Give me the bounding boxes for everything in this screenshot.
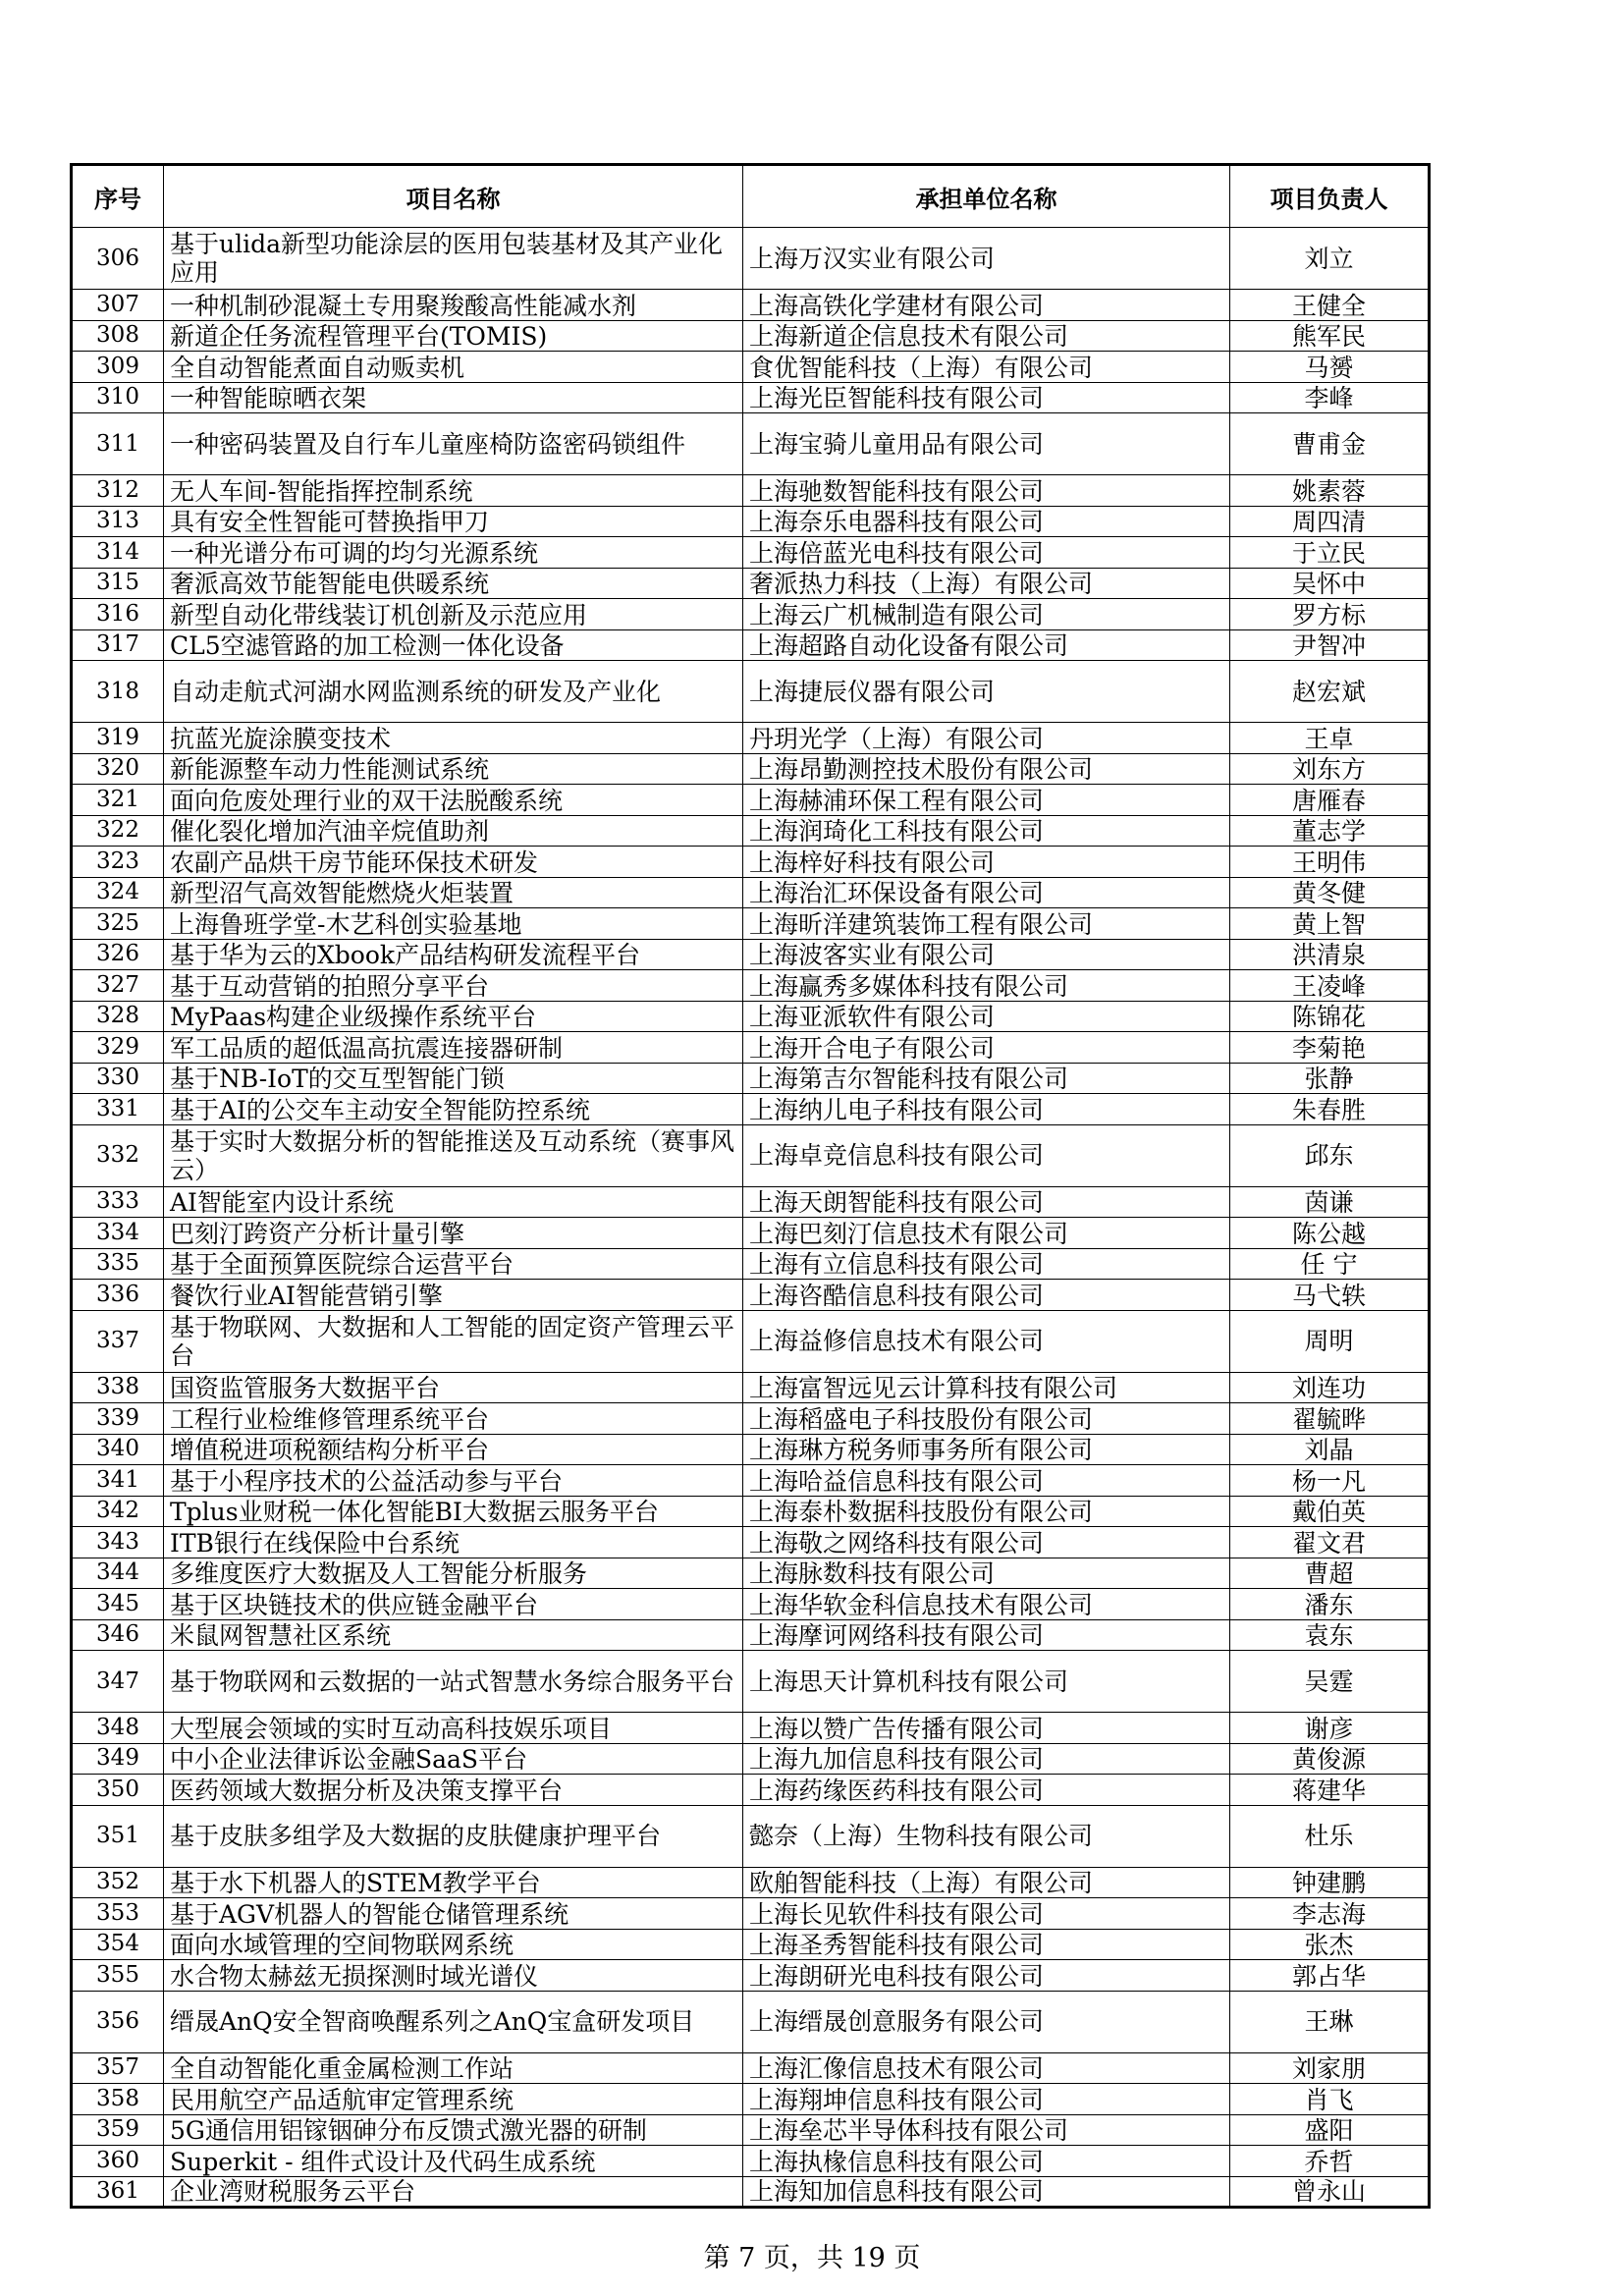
table-row: [72, 1619, 1430, 1651]
row-organization-cell: 上海纳儿电子科技有限公司: [743, 1094, 1230, 1125]
table-row: [72, 1558, 1430, 1589]
row-project-lead-cell: 刘连功: [1230, 1372, 1430, 1403]
row-project-lead-cell: 潘东: [1230, 1589, 1430, 1620]
row-seq-cell: 328: [72, 1001, 164, 1032]
row-project-lead-cell: 李菊艳: [1230, 1032, 1430, 1064]
row-project-name-cell: 一种密码装置及自行车儿童座椅防盗密码锁组件: [164, 413, 743, 475]
table-row: [72, 908, 1430, 940]
table-row: [72, 1713, 1430, 1744]
row-seq-cell: 323: [72, 847, 164, 878]
row-organization-cell: 上海梓好科技有限公司: [743, 847, 1230, 878]
row-project-lead-cell: 洪清泉: [1230, 939, 1430, 970]
row-seq-cell: 339: [72, 1403, 164, 1435]
row-project-name-cell: 多维度医疗大数据及人工智能分析服务: [164, 1558, 743, 1589]
header-project-name: 项目名称: [164, 165, 743, 228]
row-project-lead-cell: 吴怀中: [1230, 568, 1430, 599]
row-organization-cell: 食优智能科技（上海）有限公司: [743, 352, 1230, 383]
row-project-name-cell: CL5空滤管路的加工检测一体化设备: [164, 629, 743, 661]
table-row: [72, 506, 1430, 537]
row-organization-cell: 上海万汉实业有限公司: [743, 228, 1230, 290]
row-project-lead-cell: 尹智冲: [1230, 629, 1430, 661]
row-project-name-cell: 新型沼气高效智能燃烧火炬装置: [164, 877, 743, 908]
row-project-name-cell: 基于区块链技术的供应链金融平台: [164, 1589, 743, 1620]
table-row: [72, 2114, 1430, 2146]
table-row: [72, 661, 1430, 723]
row-project-name-cell: 新型自动化带线装订机创新及示范应用: [164, 599, 743, 630]
row-project-lead-cell: 唐雁春: [1230, 785, 1430, 816]
table-row: [72, 1496, 1430, 1527]
row-project-name-cell: 基于互动营销的拍照分享平台: [164, 970, 743, 1002]
row-project-name-cell: 催化裂化增加汽油辛烷值助剂: [164, 815, 743, 847]
row-organization-cell: 上海天朗智能科技有限公司: [743, 1186, 1230, 1218]
row-seq-cell: 343: [72, 1527, 164, 1558]
row-project-name-cell: 民用航空产品适航审定管理系统: [164, 2084, 743, 2115]
row-project-name-cell: 自动走航式河湖水网监测系统的研发及产业化: [164, 661, 743, 723]
table-row: [72, 877, 1430, 908]
row-organization-cell: 上海新道企信息技术有限公司: [743, 320, 1230, 352]
row-seq-cell: 342: [72, 1496, 164, 1527]
row-project-lead-cell: 马赟: [1230, 352, 1430, 383]
table-row: [72, 785, 1430, 816]
row-project-name-cell: 增值税进项税额结构分析平台: [164, 1434, 743, 1465]
row-project-name-cell: 面向危废处理行业的双干法脱酸系统: [164, 785, 743, 816]
row-project-name-cell: 具有安全性智能可替换指甲刀: [164, 506, 743, 537]
row-project-lead-cell: 李峰: [1230, 382, 1430, 413]
table-row: [72, 352, 1430, 383]
row-organization-cell: 上海昂勤测控技术股份有限公司: [743, 753, 1230, 785]
table-row: [72, 1805, 1430, 1867]
row-project-lead-cell: 马弋轶: [1230, 1280, 1430, 1311]
table-row: [72, 568, 1430, 599]
row-seq-cell: 349: [72, 1743, 164, 1775]
row-project-lead-cell: 曹甫金: [1230, 413, 1430, 475]
row-seq-cell: 353: [72, 1898, 164, 1930]
row-organization-cell: 上海昕洋建筑装饰工程有限公司: [743, 908, 1230, 940]
row-seq-cell: 346: [72, 1619, 164, 1651]
row-project-lead-cell: 王琳: [1230, 1991, 1430, 2052]
row-project-lead-cell: 郭占华: [1230, 1960, 1430, 1992]
row-organization-cell: 上海脉数科技有限公司: [743, 1558, 1230, 1589]
table-row: [72, 1248, 1430, 1280]
row-seq-cell: 350: [72, 1775, 164, 1806]
page-footer: 第 7 页，共 19 页: [703, 2243, 921, 2273]
row-seq-cell: 307: [72, 290, 164, 321]
table-row: [72, 1867, 1430, 1898]
row-project-name-cell: 基于全面预算医院综合运营平台: [164, 1248, 743, 1280]
row-seq-cell: 356: [72, 1991, 164, 2052]
row-seq-cell: 330: [72, 1063, 164, 1094]
table-row: [72, 537, 1430, 569]
row-project-name-cell: 国资监管服务大数据平台: [164, 1372, 743, 1403]
row-seq-cell: 322: [72, 815, 164, 847]
row-organization-cell: 上海宝骑儿童用品有限公司: [743, 413, 1230, 475]
row-organization-cell: 上海开合电子有限公司: [743, 1032, 1230, 1064]
row-organization-cell: 上海光臣智能科技有限公司: [743, 382, 1230, 413]
table-row: [72, 1960, 1430, 1992]
row-seq-cell: 352: [72, 1867, 164, 1898]
row-project-lead-cell: 戴伯英: [1230, 1496, 1430, 1527]
row-project-lead-cell: 黄冬健: [1230, 877, 1430, 908]
row-project-name-cell: 一种智能晾晒衣架: [164, 382, 743, 413]
row-seq-cell: 355: [72, 1960, 164, 1992]
row-project-lead-cell: 蒋建华: [1230, 1775, 1430, 1806]
row-organization-cell: 上海第吉尔智能科技有限公司: [743, 1063, 1230, 1094]
row-organization-cell: 上海亚派软件有限公司: [743, 1001, 1230, 1032]
row-project-lead-cell: 谢彦: [1230, 1713, 1430, 1744]
row-project-name-cell: 基于小程序技术的公益活动参与平台: [164, 1465, 743, 1497]
row-project-name-cell: 基于华为云的Xbook产品结构研发流程平台: [164, 939, 743, 970]
row-seq-cell: 318: [72, 661, 164, 723]
row-seq-cell: 347: [72, 1651, 164, 1713]
row-project-lead-cell: 赵宏斌: [1230, 661, 1430, 723]
row-organization-cell: 上海润琦化工科技有限公司: [743, 815, 1230, 847]
table-row: [72, 723, 1430, 754]
row-project-lead-cell: 刘晶: [1230, 1434, 1430, 1465]
row-organization-cell: 奢派热力科技（上海）有限公司: [743, 568, 1230, 599]
row-organization-cell: 上海捷辰仪器有限公司: [743, 661, 1230, 723]
table-row: [72, 1434, 1430, 1465]
table-row: [72, 1280, 1430, 1311]
row-project-name-cell: 缙晟AnQ安全智商唤醒系列之AnQ宝盒研发项目: [164, 1991, 743, 2052]
row-seq-cell: 334: [72, 1218, 164, 1249]
row-project-name-cell: 基于AGV机器人的智能仓储管理系统: [164, 1898, 743, 1930]
row-project-lead-cell: 陈公越: [1230, 1218, 1430, 1249]
row-project-lead-cell: 邱东: [1230, 1124, 1430, 1186]
row-organization-cell: 上海赢秀多媒体科技有限公司: [743, 970, 1230, 1002]
row-seq-cell: 316: [72, 599, 164, 630]
row-project-lead-cell: 刘立: [1230, 228, 1430, 290]
table-row: [72, 1032, 1430, 1064]
row-project-lead-cell: 李志海: [1230, 1898, 1430, 1930]
row-organization-cell: 上海治汇环保设备有限公司: [743, 877, 1230, 908]
table-row: [72, 1124, 1430, 1186]
table-row: [72, 1186, 1430, 1218]
row-seq-cell: 319: [72, 723, 164, 754]
row-seq-cell: 324: [72, 877, 164, 908]
row-seq-cell: 351: [72, 1805, 164, 1867]
row-project-name-cell: 基于物联网和云数据的一站式智慧水务综合服务平台: [164, 1651, 743, 1713]
row-seq-cell: 361: [72, 2176, 164, 2208]
row-project-name-cell: 米鼠网智慧社区系统: [164, 1619, 743, 1651]
row-seq-cell: 345: [72, 1589, 164, 1620]
row-seq-cell: 336: [72, 1280, 164, 1311]
row-organization-cell: 上海倍蓝光电科技有限公司: [743, 537, 1230, 569]
row-project-name-cell: 企业湾财税服务云平台: [164, 2176, 743, 2208]
row-project-lead-cell: 肖飞: [1230, 2084, 1430, 2115]
row-project-name-cell: 5G通信用铝镓铟砷分布反馈式激光器的研制: [164, 2114, 743, 2146]
row-seq-cell: 321: [72, 785, 164, 816]
row-project-lead-cell: 陈锦花: [1230, 1001, 1430, 1032]
row-organization-cell: 欧舶智能科技（上海）有限公司: [743, 1867, 1230, 1898]
row-seq-cell: 335: [72, 1248, 164, 1280]
table-row: [72, 629, 1430, 661]
row-project-lead-cell: 茵谦: [1230, 1186, 1430, 1218]
table-row: [72, 1651, 1430, 1713]
row-project-name-cell: 基于皮肤多组学及大数据的皮肤健康护理平台: [164, 1805, 743, 1867]
table-row: [72, 475, 1430, 507]
table-row: [72, 228, 1430, 290]
row-project-lead-cell: 曾永山: [1230, 2176, 1430, 2208]
row-seq-cell: 344: [72, 1558, 164, 1589]
row-project-lead-cell: 周四清: [1230, 506, 1430, 537]
row-seq-cell: 327: [72, 970, 164, 1002]
row-project-lead-cell: 朱春胜: [1230, 1094, 1430, 1125]
row-project-name-cell: 农副产品烘干房节能环保技术研发: [164, 847, 743, 878]
row-organization-cell: 上海缙晟创意服务有限公司: [743, 1991, 1230, 2052]
row-project-lead-cell: 刘家朋: [1230, 2052, 1430, 2084]
row-seq-cell: 314: [72, 537, 164, 569]
row-project-name-cell: 一种光谱分布可调的均匀光源系统: [164, 537, 743, 569]
row-seq-cell: 312: [72, 475, 164, 507]
row-organization-cell: 上海琳方税务师事务所有限公司: [743, 1434, 1230, 1465]
table-row: [72, 1527, 1430, 1558]
row-seq-cell: 332: [72, 1124, 164, 1186]
row-organization-cell: 上海圣秀智能科技有限公司: [743, 1929, 1230, 1960]
row-project-name-cell: Superkit - 组件式设计及代码生成系统: [164, 2146, 743, 2177]
header-project-lead: 项目负责人: [1230, 165, 1430, 228]
row-seq-cell: 320: [72, 753, 164, 785]
row-organization-cell: 上海敬之网络科技有限公司: [743, 1527, 1230, 1558]
row-project-lead-cell: 任 宁: [1230, 1248, 1430, 1280]
row-project-lead-cell: 杜乐: [1230, 1805, 1430, 1867]
row-organization-cell: 上海高铁化学建材有限公司: [743, 290, 1230, 321]
row-project-lead-cell: 张杰: [1230, 1929, 1430, 1960]
row-project-name-cell: 全自动智能煮面自动贩卖机: [164, 352, 743, 383]
row-project-name-cell: 面向水域管理的空间物联网系统: [164, 1929, 743, 1960]
row-organization-cell: 上海翔坤信息科技有限公司: [743, 2084, 1230, 2115]
row-organization-cell: 上海卓竞信息科技有限公司: [743, 1124, 1230, 1186]
row-project-lead-cell: 于立民: [1230, 537, 1430, 569]
row-seq-cell: 317: [72, 629, 164, 661]
table-row: [72, 1589, 1430, 1620]
row-organization-cell: 丹玥光学（上海）有限公司: [743, 723, 1230, 754]
row-seq-cell: 308: [72, 320, 164, 352]
row-seq-cell: 340: [72, 1434, 164, 1465]
row-project-name-cell: 抗蓝光旋涂膜变技术: [164, 723, 743, 754]
row-organization-cell: 上海九加信息科技有限公司: [743, 1743, 1230, 1775]
row-seq-cell: 326: [72, 939, 164, 970]
row-project-lead-cell: 翟毓晔: [1230, 1403, 1430, 1435]
row-project-lead-cell: 王卓: [1230, 723, 1430, 754]
row-project-name-cell: 餐饮行业AI智能营销引擎: [164, 1280, 743, 1311]
row-seq-cell: 338: [72, 1372, 164, 1403]
row-project-lead-cell: 杨一凡: [1230, 1465, 1430, 1497]
row-organization-cell: 上海有立信息科技有限公司: [743, 1248, 1230, 1280]
row-project-lead-cell: 王凌峰: [1230, 970, 1430, 1002]
row-organization-cell: 上海波客实业有限公司: [743, 939, 1230, 970]
row-organization-cell: 上海哈益信息科技有限公司: [743, 1465, 1230, 1497]
row-project-lead-cell: 乔哲: [1230, 2146, 1430, 2177]
row-project-lead-cell: 黄俊源: [1230, 1743, 1430, 1775]
table-row: [72, 847, 1430, 878]
row-seq-cell: 329: [72, 1032, 164, 1064]
row-project-lead-cell: 张静: [1230, 1063, 1430, 1094]
row-project-name-cell: 一种机制砂混凝土专用聚羧酸高性能减水剂: [164, 290, 743, 321]
row-organization-cell: 上海咨酷信息科技有限公司: [743, 1280, 1230, 1311]
row-project-name-cell: 基于AI的公交车主动安全智能防控系统: [164, 1094, 743, 1125]
row-project-lead-cell: 曹超: [1230, 1558, 1430, 1589]
row-organization-cell: 上海垒芯半导体科技有限公司: [743, 2114, 1230, 2146]
row-seq-cell: 341: [72, 1465, 164, 1497]
row-project-name-cell: 医药领域大数据分析及决策支撑平台: [164, 1775, 743, 1806]
table-row: [72, 1001, 1430, 1032]
row-organization-cell: 上海华软金科信息技术有限公司: [743, 1589, 1230, 1620]
row-project-name-cell: 军工品质的超低温高抗震连接器研制: [164, 1032, 743, 1064]
row-organization-cell: 上海执椽信息科技有限公司: [743, 2146, 1230, 2177]
row-project-name-cell: 全自动智能化重金属检测工作站: [164, 2052, 743, 2084]
row-project-name-cell: 基于水下机器人的STEM教学平台: [164, 1867, 743, 1898]
row-seq-cell: 331: [72, 1094, 164, 1125]
row-project-name-cell: Tplus业财税一体化智能BI大数据云服务平台: [164, 1496, 743, 1527]
row-organization-cell: 上海稻盛电子科技股份有限公司: [743, 1403, 1230, 1435]
table-row: [72, 1218, 1430, 1249]
table-row: [72, 815, 1430, 847]
row-seq-cell: 311: [72, 413, 164, 475]
row-organization-cell: 上海药缘医药科技有限公司: [743, 1775, 1230, 1806]
row-seq-cell: 348: [72, 1713, 164, 1744]
row-project-lead-cell: 袁东: [1230, 1619, 1430, 1651]
row-project-name-cell: 水合物太赫兹无损探测时域光谱仪: [164, 1960, 743, 1992]
table-row: [72, 1403, 1430, 1435]
table-row: [72, 2084, 1430, 2115]
table-row: [72, 1929, 1430, 1960]
table-row: [72, 382, 1430, 413]
row-seq-cell: 313: [72, 506, 164, 537]
row-project-name-cell: 奢派高效节能智能电供暖系统: [164, 568, 743, 599]
table-row: [72, 320, 1430, 352]
table-header-row: [72, 165, 1430, 228]
row-project-name-cell: 基于NB-IoT的交互型智能门锁: [164, 1063, 743, 1094]
row-organization-cell: 上海泰朴数据科技股份有限公司: [743, 1496, 1230, 1527]
row-seq-cell: 360: [72, 2146, 164, 2177]
table-row: [72, 1094, 1430, 1125]
row-project-name-cell: 中小企业法律诉讼金融SaaS平台: [164, 1743, 743, 1775]
table-row: [72, 599, 1430, 630]
row-organization-cell: 上海汇像信息技术有限公司: [743, 2052, 1230, 2084]
table-row: [72, 970, 1430, 1002]
table-row: [72, 753, 1430, 785]
table-row: [72, 2176, 1430, 2208]
table-row: [72, 413, 1430, 475]
row-organization-cell: 上海朗研光电科技有限公司: [743, 1960, 1230, 1992]
row-project-lead-cell: 翟文君: [1230, 1527, 1430, 1558]
row-project-name-cell: 上海鲁班学堂-木艺科创实验基地: [164, 908, 743, 940]
row-seq-cell: 333: [72, 1186, 164, 1218]
row-seq-cell: 306: [72, 228, 164, 290]
row-project-lead-cell: 姚素蓉: [1230, 475, 1430, 507]
row-organization-cell: 上海以赞广告传播有限公司: [743, 1713, 1230, 1744]
row-project-lead-cell: 钟建鹏: [1230, 1867, 1430, 1898]
table-row: [72, 1743, 1430, 1775]
row-project-name-cell: 基于ulida新型功能涂层的医用包装基材及其产业化应用: [164, 228, 743, 290]
row-project-name-cell: 新道企任务流程管理平台(TOMIS): [164, 320, 743, 352]
row-project-name-cell: 无人车间-智能指挥控制系统: [164, 475, 743, 507]
row-project-name-cell: MyPaas构建企业级操作系统平台: [164, 1001, 743, 1032]
row-seq-cell: 337: [72, 1310, 164, 1372]
row-seq-cell: 354: [72, 1929, 164, 1960]
table-row: [72, 1063, 1430, 1094]
row-project-name-cell: 工程行业检维修管理系统平台: [164, 1403, 743, 1435]
row-project-lead-cell: 王明伟: [1230, 847, 1430, 878]
row-project-name-cell: 巴刻汀跨资产分析计量引擎: [164, 1218, 743, 1249]
row-organization-cell: 上海知加信息科技有限公司: [743, 2176, 1230, 2208]
table-row: [72, 2052, 1430, 2084]
row-seq-cell: 315: [72, 568, 164, 599]
row-organization-cell: 上海巴刻汀信息技术有限公司: [743, 1218, 1230, 1249]
row-organization-cell: 懿奈（上海）生物科技有限公司: [743, 1805, 1230, 1867]
row-seq-cell: 359: [72, 2114, 164, 2146]
row-seq-cell: 325: [72, 908, 164, 940]
row-organization-cell: 上海超路自动化设备有限公司: [743, 629, 1230, 661]
row-project-name-cell: ITB银行在线保险中台系统: [164, 1527, 743, 1558]
table-row: [72, 1898, 1430, 1930]
table-row: [72, 1372, 1430, 1403]
row-seq-cell: 310: [72, 382, 164, 413]
row-project-lead-cell: 董志学: [1230, 815, 1430, 847]
table-row: [72, 2146, 1430, 2177]
row-organization-cell: 上海赫浦环保工程有限公司: [743, 785, 1230, 816]
row-organization-cell: 上海奈乐电器科技有限公司: [743, 506, 1230, 537]
row-project-name-cell: 新能源整车动力性能测试系统: [164, 753, 743, 785]
row-project-lead-cell: 罗方标: [1230, 599, 1430, 630]
row-organization-cell: 上海云广机械制造有限公司: [743, 599, 1230, 630]
row-organization-cell: 上海富智远见云计算科技有限公司: [743, 1372, 1230, 1403]
table-row: [72, 1465, 1430, 1497]
row-seq-cell: 357: [72, 2052, 164, 2084]
table-row: [72, 939, 1430, 970]
row-project-name-cell: AI智能室内设计系统: [164, 1186, 743, 1218]
table-row: [72, 1310, 1430, 1372]
table-row: [72, 290, 1430, 321]
row-project-name-cell: 基于实时大数据分析的智能推送及互动系统（赛事风云）: [164, 1124, 743, 1186]
row-organization-cell: 上海思天计算机科技有限公司: [743, 1651, 1230, 1713]
row-organization-cell: 上海益修信息技术有限公司: [743, 1310, 1230, 1372]
row-project-lead-cell: 吴霆: [1230, 1651, 1430, 1713]
row-seq-cell: 358: [72, 2084, 164, 2115]
row-project-name-cell: 大型展会领域的实时互动高科技娱乐项目: [164, 1713, 743, 1744]
header-seq: 序号: [72, 165, 164, 228]
row-project-lead-cell: 熊军民: [1230, 320, 1430, 352]
row-project-name-cell: 基于物联网、大数据和人工智能的固定资产管理云平台: [164, 1310, 743, 1372]
row-organization-cell: 上海摩诃网络科技有限公司: [743, 1619, 1230, 1651]
table-row: [72, 1775, 1430, 1806]
header-organization: 承担单位名称: [743, 165, 1230, 228]
row-organization-cell: 上海长见软件科技有限公司: [743, 1898, 1230, 1930]
row-project-lead-cell: 盛阳: [1230, 2114, 1430, 2146]
row-project-lead-cell: 王健全: [1230, 290, 1430, 321]
row-organization-cell: 上海驰数智能科技有限公司: [743, 475, 1230, 507]
row-project-lead-cell: 周明: [1230, 1310, 1430, 1372]
table-row: [72, 1991, 1430, 2052]
project-table: [70, 163, 1431, 2209]
row-project-lead-cell: 刘东方: [1230, 753, 1430, 785]
row-seq-cell: 309: [72, 352, 164, 383]
row-project-lead-cell: 黄上智: [1230, 908, 1430, 940]
